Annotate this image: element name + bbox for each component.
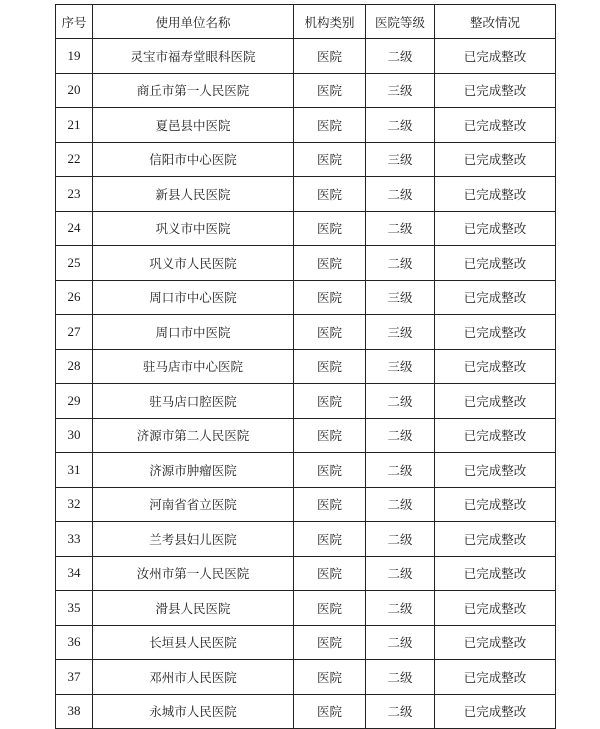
institution-type-cell: 医院 — [294, 418, 366, 453]
rectification-status-cell: 已完成整改 — [435, 453, 556, 488]
institution-type-cell: 医院 — [294, 246, 366, 281]
serial-number-cell: 23 — [56, 177, 93, 212]
rectification-status-cell: 已完成整改 — [435, 349, 556, 384]
header-rectification-status: 整改情况 — [435, 5, 556, 39]
table-row — [56, 142, 556, 177]
hospital-grade-cell: 三级 — [366, 280, 435, 315]
institution-type-cell: 医院 — [294, 39, 366, 74]
institution-type-cell: 医院 — [294, 349, 366, 384]
serial-number-cell: 25 — [56, 246, 93, 281]
hospital-grade-cell: 二级 — [366, 556, 435, 591]
rectification-table — [55, 4, 556, 729]
table-row — [56, 418, 556, 453]
unit-name-cell: 邓州市人民医院 — [93, 660, 294, 695]
institution-type-cell: 医院 — [294, 280, 366, 315]
unit-name-cell: 长垣县人民医院 — [93, 625, 294, 660]
table-row — [56, 246, 556, 281]
hospital-grade-cell: 三级 — [366, 142, 435, 177]
unit-name-cell: 新县人民医院 — [93, 177, 294, 212]
table-row — [56, 487, 556, 522]
table-body — [56, 39, 556, 729]
hospital-grade-cell: 二级 — [366, 660, 435, 695]
hospital-grade-cell: 三级 — [366, 349, 435, 384]
serial-number-cell: 21 — [56, 108, 93, 143]
institution-type-cell: 医院 — [294, 73, 366, 108]
table-row — [56, 177, 556, 212]
header-hospital-grade: 医院等级 — [366, 5, 435, 39]
institution-type-cell: 医院 — [294, 211, 366, 246]
table-row — [56, 349, 556, 384]
table-row — [56, 39, 556, 74]
table-row — [56, 315, 556, 350]
institution-type-cell: 医院 — [294, 177, 366, 212]
table-row — [56, 211, 556, 246]
rectification-status-cell: 已完成整改 — [435, 522, 556, 557]
table-row — [56, 694, 556, 729]
table-row — [56, 73, 556, 108]
institution-type-cell: 医院 — [294, 108, 366, 143]
institution-type-cell: 医院 — [294, 453, 366, 488]
institution-type-cell: 医院 — [294, 660, 366, 695]
table-row — [56, 453, 556, 488]
serial-number-cell: 31 — [56, 453, 93, 488]
rectification-status-cell: 已完成整改 — [435, 591, 556, 626]
header-serial-number: 序号 — [56, 5, 93, 39]
unit-name-cell: 周口市中医院 — [93, 315, 294, 350]
hospital-grade-cell: 二级 — [366, 108, 435, 143]
unit-name-cell: 驻马店口腔医院 — [93, 384, 294, 419]
table-row — [56, 384, 556, 419]
table-row — [56, 522, 556, 557]
serial-number-cell: 22 — [56, 142, 93, 177]
rectification-status-cell: 已完成整改 — [435, 418, 556, 453]
unit-name-cell: 济源市肿瘤医院 — [93, 453, 294, 488]
hospital-grade-cell: 二级 — [366, 625, 435, 660]
serial-number-cell: 28 — [56, 349, 93, 384]
hospital-grade-cell: 二级 — [366, 211, 435, 246]
rectification-status-cell: 已完成整改 — [435, 556, 556, 591]
serial-number-cell: 37 — [56, 660, 93, 695]
hospital-grade-cell: 二级 — [366, 522, 435, 557]
institution-type-cell: 医院 — [294, 625, 366, 660]
hospital-grade-cell: 二级 — [366, 487, 435, 522]
hospital-grade-cell: 二级 — [366, 246, 435, 281]
header-unit-name: 使用单位名称 — [93, 5, 294, 39]
table-row — [56, 625, 556, 660]
rectification-status-cell: 已完成整改 — [435, 108, 556, 143]
document-page — [55, 4, 555, 729]
rectification-status-cell: 已完成整改 — [435, 487, 556, 522]
serial-number-cell: 29 — [56, 384, 93, 419]
institution-type-cell: 医院 — [294, 694, 366, 729]
serial-number-cell: 27 — [56, 315, 93, 350]
hospital-grade-cell: 二级 — [366, 384, 435, 419]
institution-type-cell: 医院 — [294, 142, 366, 177]
unit-name-cell: 灵宝市福寿堂眼科医院 — [93, 39, 294, 74]
serial-number-cell: 35 — [56, 591, 93, 626]
serial-number-cell: 34 — [56, 556, 93, 591]
serial-number-cell: 26 — [56, 280, 93, 315]
unit-name-cell: 商丘市第一人民医院 — [93, 73, 294, 108]
serial-number-cell: 32 — [56, 487, 93, 522]
serial-number-cell: 30 — [56, 418, 93, 453]
unit-name-cell: 兰考县妇儿医院 — [93, 522, 294, 557]
rectification-status-cell: 已完成整改 — [435, 177, 556, 212]
institution-type-cell: 医院 — [294, 591, 366, 626]
rectification-status-cell: 已完成整改 — [435, 73, 556, 108]
serial-number-cell: 36 — [56, 625, 93, 660]
unit-name-cell: 永城市人民医院 — [93, 694, 294, 729]
institution-type-cell: 医院 — [294, 556, 366, 591]
serial-number-cell: 24 — [56, 211, 93, 246]
unit-name-cell: 夏邑县中医院 — [93, 108, 294, 143]
table-row — [56, 108, 556, 143]
unit-name-cell: 济源市第二人民医院 — [93, 418, 294, 453]
unit-name-cell: 河南省省立医院 — [93, 487, 294, 522]
unit-name-cell: 滑县人民医院 — [93, 591, 294, 626]
hospital-grade-cell: 二级 — [366, 39, 435, 74]
hospital-grade-cell: 三级 — [366, 315, 435, 350]
unit-name-cell: 巩义市中医院 — [93, 211, 294, 246]
table-row — [56, 280, 556, 315]
hospital-grade-cell: 二级 — [366, 591, 435, 626]
header-row — [56, 5, 556, 39]
unit-name-cell: 驻马店市中心医院 — [93, 349, 294, 384]
serial-number-cell: 20 — [56, 73, 93, 108]
rectification-status-cell: 已完成整改 — [435, 384, 556, 419]
rectification-status-cell: 已完成整改 — [435, 39, 556, 74]
hospital-grade-cell: 三级 — [366, 73, 435, 108]
table-row — [56, 660, 556, 695]
unit-name-cell: 信阳市中心医院 — [93, 142, 294, 177]
institution-type-cell: 医院 — [294, 384, 366, 419]
hospital-grade-cell: 二级 — [366, 453, 435, 488]
rectification-status-cell: 已完成整改 — [435, 660, 556, 695]
rectification-status-cell: 已完成整改 — [435, 142, 556, 177]
hospital-grade-cell: 二级 — [366, 418, 435, 453]
institution-type-cell: 医院 — [294, 315, 366, 350]
rectification-status-cell: 已完成整改 — [435, 211, 556, 246]
serial-number-cell: 33 — [56, 522, 93, 557]
serial-number-cell: 38 — [56, 694, 93, 729]
hospital-grade-cell: 二级 — [366, 177, 435, 212]
table-header — [56, 5, 556, 39]
table-row — [56, 556, 556, 591]
unit-name-cell: 周口市中心医院 — [93, 280, 294, 315]
rectification-status-cell: 已完成整改 — [435, 625, 556, 660]
unit-name-cell: 巩义市人民医院 — [93, 246, 294, 281]
table-row — [56, 591, 556, 626]
rectification-status-cell: 已完成整改 — [435, 280, 556, 315]
header-institution-type: 机构类别 — [294, 5, 366, 39]
serial-number-cell: 19 — [56, 39, 93, 74]
rectification-status-cell: 已完成整改 — [435, 694, 556, 729]
institution-type-cell: 医院 — [294, 487, 366, 522]
institution-type-cell: 医院 — [294, 522, 366, 557]
rectification-status-cell: 已完成整改 — [435, 315, 556, 350]
hospital-grade-cell: 二级 — [366, 694, 435, 729]
unit-name-cell: 汝州市第一人民医院 — [93, 556, 294, 591]
rectification-status-cell: 已完成整改 — [435, 246, 556, 281]
